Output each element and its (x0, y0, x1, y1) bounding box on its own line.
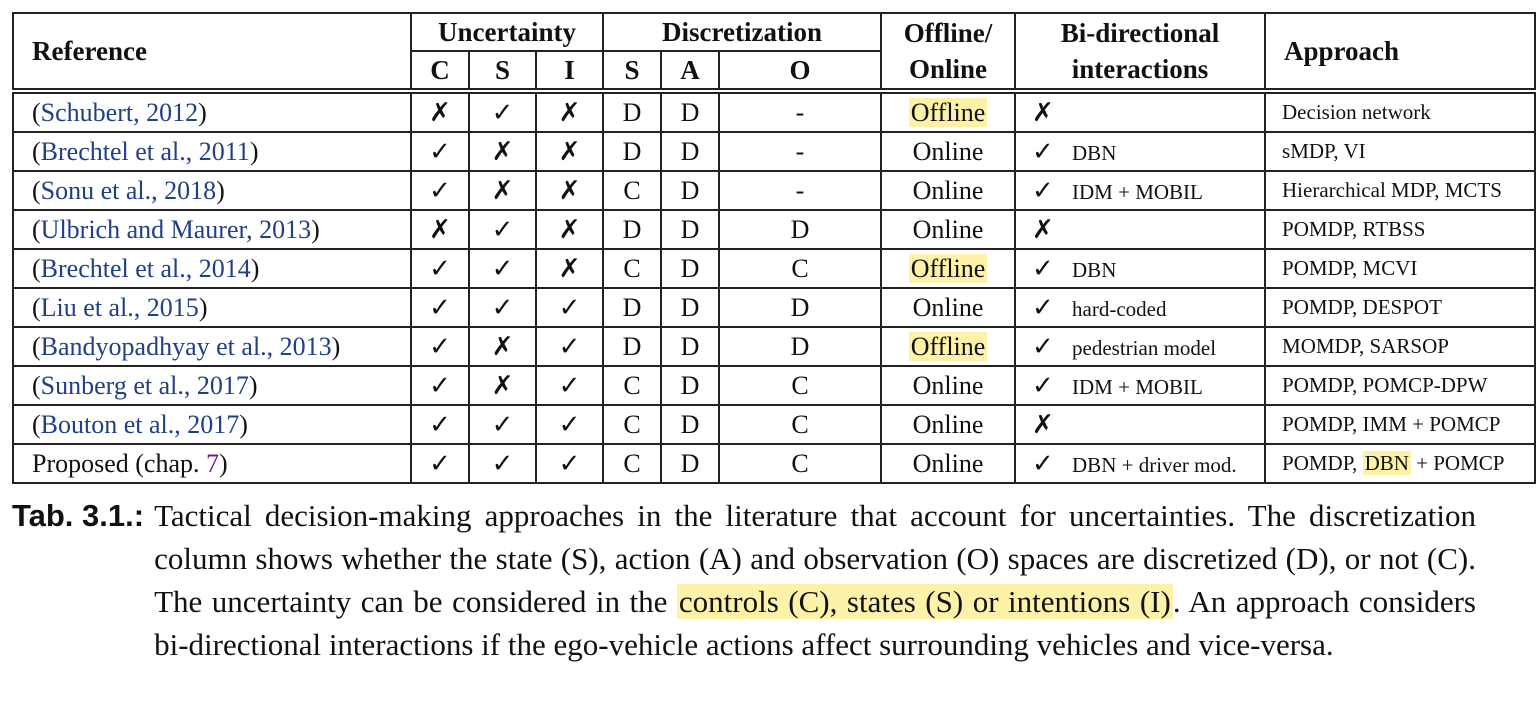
discretization-a-cell: D (661, 210, 719, 249)
proposed-reference-pre: Proposed (chap. (32, 448, 207, 478)
header-offline-online (881, 13, 1015, 91)
table-row (13, 405, 1535, 444)
reference-cell (13, 91, 411, 132)
uncertainty-s-cell: ✗ (469, 366, 536, 405)
header-discretization-o: O (719, 51, 881, 91)
reference-open-paren: ( (32, 253, 41, 283)
uncertainty-i-cell: ✗ (536, 210, 603, 249)
bidirectional-detail: pedestrian model (1072, 335, 1217, 360)
uncertainty-c-cell: ✓ (411, 132, 469, 171)
offline-online-value: Online (912, 136, 984, 166)
uncertainty-i-cell: ✓ (536, 366, 603, 405)
bidirectional-cell (1015, 132, 1265, 171)
discretization-s-cell: D (603, 132, 661, 171)
reference-close-paren: ) (249, 136, 259, 166)
approach-cell: sMDP, VI (1265, 132, 1535, 171)
proposed-approach (1265, 444, 1535, 483)
reference-cell (13, 327, 411, 366)
header-offline-online-line1: Offline/ (903, 18, 993, 48)
proposed-offline-online: Online (881, 444, 1015, 483)
offline-online-cell (881, 91, 1015, 132)
header-discretization-s: S (603, 51, 661, 91)
uncertainty-s-cell: ✓ (469, 91, 536, 132)
reference-open-paren: ( (32, 97, 41, 127)
reference-cell (13, 405, 411, 444)
table-row (13, 288, 1535, 327)
header-uncertainty-i: I (536, 51, 603, 91)
discretization-o-cell: D (719, 210, 881, 249)
reference-cell (13, 366, 411, 405)
offline-online-cell (881, 405, 1015, 444)
discretization-s-cell: D (603, 91, 661, 132)
reference-open-paren: ( (32, 175, 41, 205)
bidirectional-cell (1015, 91, 1265, 132)
offline-online-cell (881, 210, 1015, 249)
bidirectional-mark: ✓ (1032, 136, 1054, 167)
caption-text (154, 494, 1476, 666)
reference-cell (13, 249, 411, 288)
approach-cell: POMDP, IMM + POMCP (1265, 405, 1535, 444)
table-row-proposed (13, 444, 1535, 483)
reference-open-paren: ( (32, 214, 41, 244)
discretization-a-cell: D (661, 132, 719, 171)
uncertainty-c-cell: ✗ (411, 91, 469, 132)
citation-link[interactable]: Bandyopadhyay et al., 2013 (40, 331, 332, 361)
uncertainty-c-cell: ✗ (411, 210, 469, 249)
bidirectional-detail: IDM + MOBIL (1072, 374, 1203, 399)
bidirectional-mark: ✗ (1032, 214, 1054, 245)
reference-close-paren: ) (198, 292, 208, 322)
offline-online-value: Online (912, 292, 984, 322)
bidirectional-cell (1015, 366, 1265, 405)
approach-cell: Decision network (1265, 91, 1535, 132)
reference-open-paren: ( (32, 409, 41, 439)
bidirectional-mark: ✓ (1032, 175, 1054, 206)
uncertainty-s-cell: ✗ (469, 327, 536, 366)
bidirectional-mark: ✗ (1032, 409, 1054, 440)
offline-online-value: Online (912, 175, 984, 205)
discretization-a-cell: D (661, 91, 719, 132)
bidirectional-mark: ✓ (1032, 253, 1054, 284)
uncertainty-s-cell: ✓ (469, 249, 536, 288)
header-offline-online-line2: Online (909, 54, 988, 84)
approach-cell: MOMDP, SARSOP (1265, 327, 1535, 366)
discretization-a-cell: D (661, 288, 719, 327)
discretization-s-cell: C (603, 171, 661, 210)
reference-close-paren: ) (239, 409, 248, 439)
chapter-link[interactable]: 7 (206, 448, 220, 478)
caption-text-part2: . An approach considers bi-directional interactions if the ego-vehicle actions affect surrounding vehicles and vice-versa. (154, 584, 1476, 662)
discretization-o-cell: C (719, 405, 881, 444)
discretization-a-cell: D (661, 405, 719, 444)
header-approach: Approach (1265, 13, 1535, 91)
uncertainty-i-cell: ✗ (536, 91, 603, 132)
offline-online-cell (881, 171, 1015, 210)
proposed-approach-a: POMDP, (1282, 451, 1363, 475)
header-uncertainty-c: C (411, 51, 469, 91)
uncertainty-i-cell: ✗ (536, 132, 603, 171)
discretization-s-cell: D (603, 288, 661, 327)
offline-online-value: Offline (910, 253, 986, 283)
header-uncertainty: Uncertainty (411, 13, 603, 51)
uncertainty-i-cell: ✓ (536, 288, 603, 327)
uncertainty-i-cell: ✗ (536, 171, 603, 210)
offline-online-value: Online (912, 370, 984, 400)
proposed-bidirectional (1015, 444, 1265, 483)
uncertainty-c-cell: ✓ (411, 366, 469, 405)
discretization-s-cell: C (603, 249, 661, 288)
citation-link[interactable]: Ulbrich and Maurer, 2013 (40, 214, 312, 244)
citation-link[interactable]: Liu et al., 2015 (40, 292, 199, 322)
uncertainty-c-cell: ✓ (411, 327, 469, 366)
citation-link[interactable]: Brechtel et al., 2011 (40, 136, 250, 166)
offline-online-cell (881, 366, 1015, 405)
offline-online-value: Online (912, 409, 984, 439)
discretization-a-cell: D (661, 171, 719, 210)
discretization-o-cell: C (719, 249, 881, 288)
discretization-o-cell: D (719, 288, 881, 327)
citation-link[interactable]: Brechtel et al., 2014 (40, 253, 251, 283)
bidirectional-mark: ✗ (1032, 97, 1054, 128)
header-discretization: Discretization (603, 13, 881, 51)
bidirectional-cell (1015, 327, 1265, 366)
reference-cell (13, 132, 411, 171)
citation-link[interactable]: Sonu et al., 2018 (40, 175, 217, 205)
reference-close-paren: ) (248, 370, 258, 400)
uncertainty-s-cell: ✓ (469, 405, 536, 444)
table-row (13, 132, 1535, 171)
table-wrapper (12, 12, 1505, 484)
table-row (13, 210, 1535, 249)
caption-highlight: controls (C), states (S) or intentions (I) (678, 584, 1171, 619)
discretization-a-cell: D (661, 249, 719, 288)
uncertainty-s-cell: ✓ (469, 210, 536, 249)
reference-close-paren: ) (216, 175, 225, 205)
reference-cell (13, 288, 411, 327)
uncertainty-i-cell: ✓ (536, 405, 603, 444)
reference-open-paren: ( (32, 136, 41, 166)
table-row (13, 171, 1535, 210)
discretization-o-cell: C (719, 366, 881, 405)
approach-cell: POMDP, DESPOT (1265, 288, 1535, 327)
bidirectional-mark: ✓ (1032, 370, 1054, 401)
caption-text-part1: Tactical decision-making approaches in the literature that account for uncertainties. The discretization column shows whether the state (S), action (A) and observation (O) spaces are discretized (D), or not (C). The uncertainty can be considered in the (154, 498, 1476, 619)
discretization-a-cell: D (661, 327, 719, 366)
proposed-discretization-a: D (661, 444, 719, 483)
citation-link[interactable]: Sunberg et al., 2017 (40, 370, 249, 400)
offline-online-cell (881, 327, 1015, 366)
discretization-o-cell: - (719, 132, 881, 171)
reference-cell (13, 171, 411, 210)
offline-online-value: Offline (910, 331, 986, 361)
caption-label: Tab. 3.1.: (12, 498, 145, 533)
proposed-reference (13, 444, 411, 483)
bidirectional-cell (1015, 171, 1265, 210)
discretization-s-cell: D (603, 327, 661, 366)
discretization-o-cell: D (719, 327, 881, 366)
proposed-uncertainty-i: ✓ (536, 444, 603, 483)
bidirectional-cell (1015, 405, 1265, 444)
table-row (13, 327, 1535, 366)
citation-link[interactable]: Bouton et al., 2017 (40, 409, 240, 439)
table-row (13, 249, 1535, 288)
citation-link[interactable]: Schubert, 2012 (40, 97, 199, 127)
discretization-s-cell: C (603, 366, 661, 405)
proposed-discretization-o: C (719, 444, 881, 483)
reference-close-paren: ) (331, 331, 341, 361)
header-bidirectional-line2: interactions (1071, 54, 1209, 84)
proposed-uncertainty-c: ✓ (411, 444, 469, 483)
discretization-a-cell: D (661, 366, 719, 405)
reference-cell (13, 210, 411, 249)
table-row (13, 91, 1535, 132)
uncertainty-s-cell: ✗ (469, 132, 536, 171)
reference-close-paren: ) (311, 214, 320, 244)
bidirectional-cell (1015, 249, 1265, 288)
approach-cell: Hierarchical MDP, MCTS (1265, 171, 1535, 210)
reference-close-paren: ) (198, 97, 207, 127)
proposed-reference-post: ) (219, 448, 228, 478)
discretization-s-cell: D (603, 210, 661, 249)
bidirectional-detail: DBN (1072, 257, 1117, 282)
uncertainty-s-cell: ✓ (469, 288, 536, 327)
header-bidirectional (1015, 13, 1265, 91)
proposed-approach-highlight: DBN (1364, 451, 1409, 475)
reference-open-paren: ( (32, 370, 41, 400)
uncertainty-i-cell: ✓ (536, 327, 603, 366)
discretization-s-cell: C (603, 405, 661, 444)
discretization-o-cell: - (719, 171, 881, 210)
table-body (13, 91, 1535, 483)
offline-online-cell (881, 288, 1015, 327)
proposed-bidirectional-detail: DBN + driver mod. (1072, 452, 1237, 477)
bidirectional-detail: DBN (1072, 140, 1117, 165)
offline-online-value: Online (912, 214, 984, 244)
offline-online-cell (881, 249, 1015, 288)
bidirectional-cell (1015, 288, 1265, 327)
approach-cell: POMDP, MCVI (1265, 249, 1535, 288)
uncertainty-c-cell: ✓ (411, 288, 469, 327)
bidirectional-detail: IDM + MOBIL (1072, 179, 1203, 204)
uncertainty-c-cell: ✓ (411, 171, 469, 210)
approach-cell: POMDP, POMCP-DPW (1265, 366, 1535, 405)
header-discretization-a: A (661, 51, 719, 91)
header-uncertainty-s: S (469, 51, 536, 91)
bidirectional-detail: hard-coded (1072, 296, 1167, 321)
offline-online-value: Offline (910, 97, 986, 127)
table-caption (12, 494, 1476, 666)
uncertainty-c-cell: ✓ (411, 405, 469, 444)
proposed-approach-b: + POMCP (1410, 451, 1505, 475)
approach-cell: POMDP, RTBSS (1265, 210, 1535, 249)
discretization-o-cell: - (719, 91, 881, 132)
bidirectional-mark: ✓ (1032, 331, 1054, 362)
proposed-discretization-s: C (603, 444, 661, 483)
reference-open-paren: ( (32, 331, 41, 361)
header-reference: Reference (13, 13, 411, 91)
literature-table (12, 12, 1536, 484)
uncertainty-c-cell: ✓ (411, 249, 469, 288)
bidirectional-mark: ✓ (1032, 292, 1054, 323)
header-bidirectional-line1: Bi-directional (1060, 18, 1220, 48)
uncertainty-s-cell: ✗ (469, 171, 536, 210)
bidirectional-cell (1015, 210, 1265, 249)
table-row (13, 366, 1535, 405)
proposed-uncertainty-s: ✓ (469, 444, 536, 483)
reference-close-paren: ) (250, 253, 260, 283)
offline-online-cell (881, 132, 1015, 171)
proposed-bidirectional-mark: ✓ (1032, 448, 1054, 479)
reference-open-paren: ( (32, 292, 41, 322)
uncertainty-i-cell: ✗ (536, 249, 603, 288)
